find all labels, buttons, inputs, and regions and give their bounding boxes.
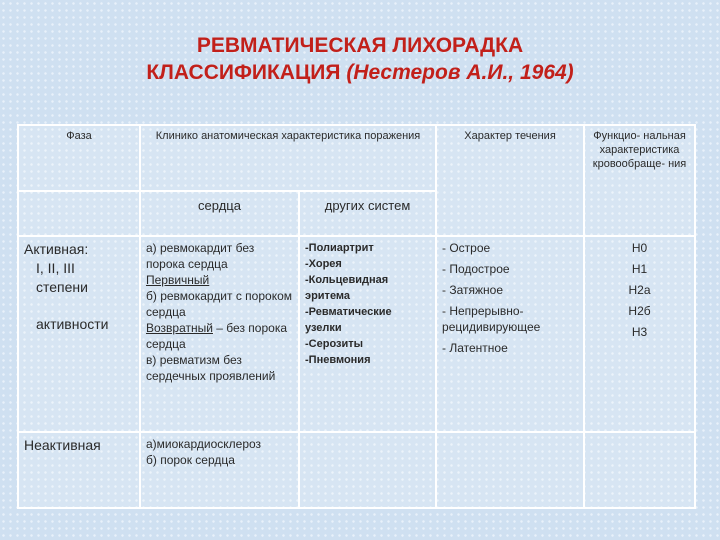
functional-item: Н3 bbox=[631, 325, 648, 339]
heart-recurrent-line bbox=[146, 320, 293, 352]
header-heart: сердца bbox=[140, 191, 299, 236]
heart-a-prefix: а) ревмокардит без bbox=[146, 241, 255, 255]
other-system-item: -Полиартрит bbox=[305, 242, 374, 254]
inactive-heart-b: б) порок сердца bbox=[146, 453, 235, 467]
active-functional-cell bbox=[584, 236, 695, 432]
heart-a bbox=[146, 240, 293, 272]
inactive-heart-a: а)миокардиосклероз bbox=[146, 437, 262, 451]
title-line-2 bbox=[0, 59, 720, 86]
title-line-1: РЕВМАТИЧЕСКАЯ ЛИХОРАДКА bbox=[196, 34, 524, 57]
functional-item: Н2б bbox=[628, 304, 651, 318]
functional-item: Н2а bbox=[628, 283, 651, 297]
other-system-item: -Ревматические узелки bbox=[305, 306, 392, 334]
title-citation: (Нестеров А.И., 1964) bbox=[346, 61, 574, 84]
functional-item: Н1 bbox=[631, 262, 648, 276]
header-phase-empty bbox=[18, 191, 140, 236]
inactive-functional-empty bbox=[584, 432, 695, 508]
heart-c: в) ревматизм без сердечных проявлений bbox=[146, 353, 276, 383]
active-other-systems-cell bbox=[299, 236, 436, 432]
heart-recurrent-rest: – без порока сердца bbox=[146, 321, 288, 351]
course-item: - Непрерывно-рецидивирующее bbox=[442, 304, 541, 334]
course-item: - Латентное bbox=[442, 341, 508, 355]
header-functional: Функцио- нальная характеристика кровообраще- ния bbox=[584, 125, 695, 236]
header-clinical: Клинико анатомическая характеристика поражения bbox=[140, 125, 436, 191]
inactive-row bbox=[18, 432, 695, 508]
heart-primary: Первичный bbox=[146, 273, 210, 287]
inactive-other-empty bbox=[299, 432, 436, 508]
course-item: - Подострое bbox=[442, 262, 510, 276]
inactive-heart-cell bbox=[140, 432, 299, 508]
slide-title bbox=[0, 32, 720, 86]
header-other-systems: других систем bbox=[299, 191, 436, 236]
course-item: - Острое bbox=[442, 241, 491, 255]
heart-b: б) ревмокардит с пороком сердца bbox=[146, 289, 292, 319]
active-heart-cell bbox=[140, 236, 299, 432]
active-phase-label: Активная: bbox=[24, 241, 89, 257]
active-course-cell bbox=[436, 236, 584, 432]
active-phase-cell bbox=[18, 236, 140, 432]
inactive-course-empty bbox=[436, 432, 584, 508]
classification-table bbox=[17, 124, 696, 509]
header-phase: Фаза bbox=[18, 125, 140, 191]
title-classification: КЛАССИФИКАЦИЯ bbox=[146, 61, 341, 84]
course-item: - Затяжное bbox=[442, 283, 503, 297]
inactive-phase: Неактивная bbox=[18, 432, 140, 508]
active-activity-word: активности bbox=[36, 316, 109, 332]
other-system-item: -Пневмония bbox=[305, 354, 371, 366]
other-system-item: -Хорея bbox=[305, 258, 342, 270]
heart-recurrent: Возвратный bbox=[146, 321, 213, 335]
active-degree-word: степени bbox=[36, 279, 88, 295]
active-row bbox=[18, 236, 695, 432]
header-course: Характер течения bbox=[436, 125, 584, 236]
header-row bbox=[18, 125, 695, 191]
heart-a-suffix: порока сердца bbox=[146, 257, 228, 271]
active-degrees: I, II, III bbox=[36, 260, 75, 276]
other-system-item: -Серозиты bbox=[305, 338, 364, 350]
functional-item: Н0 bbox=[631, 241, 648, 255]
other-system-item: -Кольцевидная эритема bbox=[305, 274, 389, 302]
